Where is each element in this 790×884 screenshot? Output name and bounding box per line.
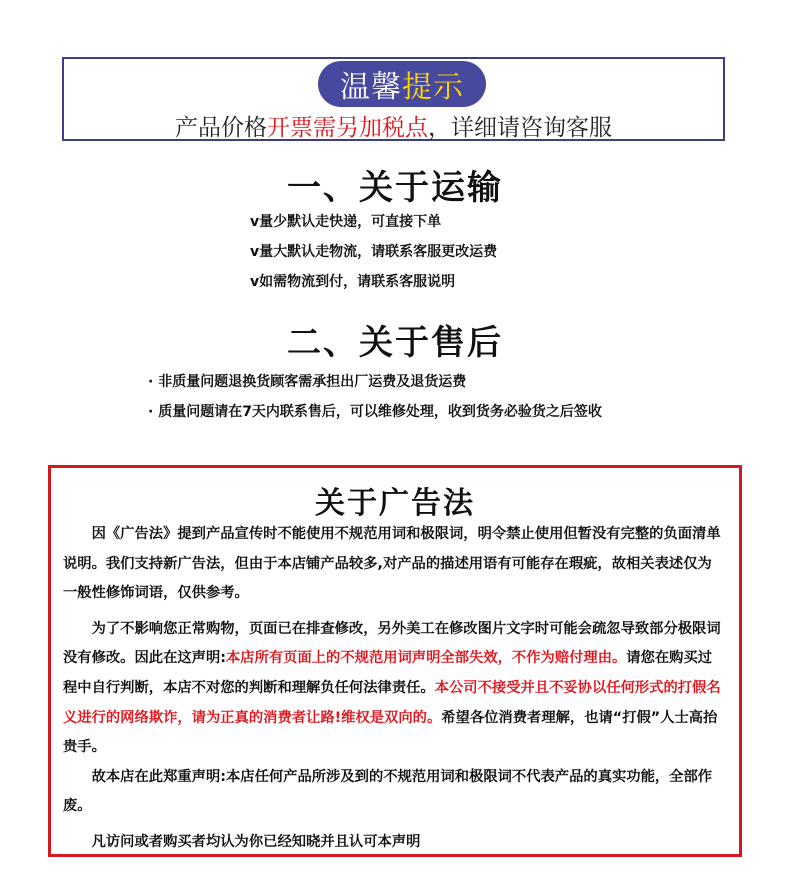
shipping-list	[250, 207, 497, 297]
ad-law-title: 关于广告法	[315, 486, 475, 521]
aftersales-heading: 二、关于售后	[287, 323, 503, 363]
notice-title-plain: 温馨	[340, 70, 402, 105]
ad-law-box	[48, 465, 742, 857]
shipping-heading: 一、关于运输	[287, 168, 503, 208]
notice-text-red: 开票需另加税点	[267, 115, 428, 141]
aftersales-list	[148, 367, 602, 427]
ad-law-p2-text-c: 希望各位消费者理解，也请“打假”人士高抬贵手。	[63, 709, 718, 756]
notice-text	[64, 109, 723, 142]
ad-law-paragraph-4: 凡访问或者购买者均认为你已经知晓并且认可本声明	[91, 833, 421, 850]
ad-law-paragraph-2	[63, 615, 725, 763]
ad-law-p2-text-a: 为了不影响您正常购物，页面已在排查修改，另外美工在修改图片文字时可能会疏忽导致部分极限词没有修改。因此在这声明:	[63, 620, 721, 667]
ad-law-p2-text-b: 请您在购买过程中自行判断，本店不对您的判断和理解负任何法律责任。	[63, 650, 713, 696]
ad-law-p2-red-2: 本公司不接受并且不妥协以任何形式的打假名义进行的网络欺诈，请为正真的消费者让路!维权是双向的。	[63, 679, 721, 726]
notice-text-prefix: 产品价格	[175, 115, 267, 141]
shipping-item: v如需物流到付，请联系客服说明	[250, 274, 456, 290]
ad-law-p2-red-1: 本店所有页面上的不规范用词声明全部失效，不作为赔付理由。	[225, 650, 627, 667]
price-notice-box	[62, 57, 725, 141]
shipping-item: v量少默认走快递，可直接下单	[250, 214, 442, 230]
ad-law-paragraph-3: 故本店在此郑重声明:本店任何产品所涉及到的不规范用词和极限词不代表产品的真实功能，全部作废。	[63, 768, 713, 815]
shipping-item: v量大默认走物流，请联系客服更改运费	[250, 244, 498, 260]
ad-law-body	[63, 520, 725, 858]
ad-law-paragraph-1: 因《广告法》提到产品宣传时不能使用不规范用词和极限词，明令禁止使用但暂没有完整的负面清单说明。我们支持新广告法，但由于本店铺产品较多,对产品的描述用语有可能存在瑕疵，故相关表述仅为一般性修饰词语，仅供参考。	[63, 526, 721, 602]
aftersales-item: · 质量问题请在7天内联系售后，可以维修处理，收到货务必验货之后签收	[148, 404, 602, 420]
notice-text-suffix: ，详细请咨询客服	[428, 115, 612, 141]
aftersales-item: · 非质量问题退换货顾客需承担出厂运费及退货运费	[148, 374, 467, 390]
notice-title-highlight: 提示	[402, 70, 464, 105]
notice-title-pill	[318, 61, 486, 107]
